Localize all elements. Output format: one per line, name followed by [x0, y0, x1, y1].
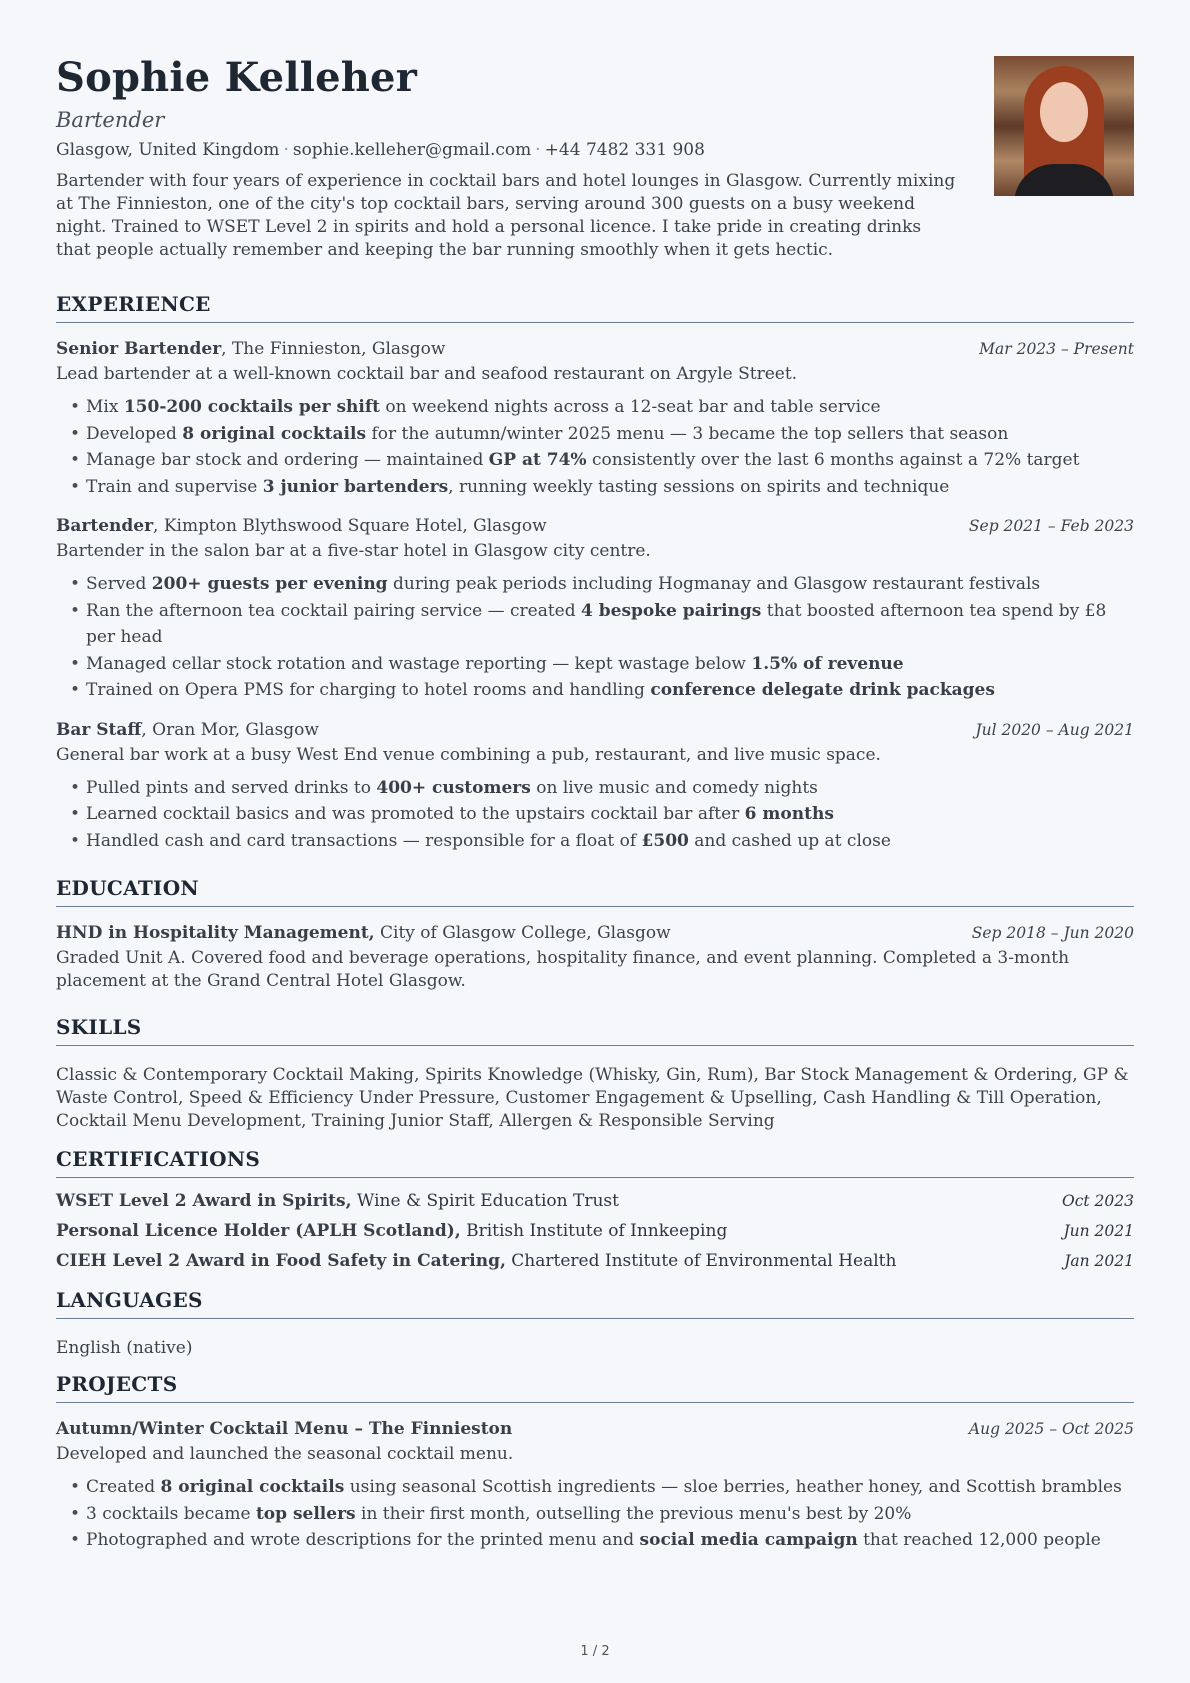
- job-bullets: [56, 394, 1134, 500]
- bullet-item: [86, 1501, 1134, 1528]
- job-date: Sep 2021 – Feb 2023: [968, 517, 1134, 535]
- cert-name: WSET Level 2 Award in Spirits,: [56, 1191, 352, 1211]
- certifications-section: [56, 1147, 1134, 1276]
- bullet-highlight: 8 original cocktails: [160, 1477, 345, 1497]
- bullet-text: on live music and comedy nights: [530, 777, 818, 798]
- section-heading-experience: EXPERIENCE: [56, 292, 1134, 323]
- page-number: 1 / 2: [580, 1644, 610, 1659]
- bullet-highlight: social media campaign: [639, 1530, 858, 1550]
- bullet-highlight: 1.5% of revenue: [751, 653, 904, 674]
- bullet-item: [86, 651, 1134, 678]
- bullet-highlight: 400+ customers: [376, 777, 531, 798]
- skills-list: Classic & Contemporary Cocktail Making, Spirits Knowledge (Whisky, Gin, Rum), Bar Stock Management & Ordering, GP & Waste Control, Speed & Efficiency Under Pressure, Customer Engagement & Upselling, Cash Handling & Till Operation, Cocktail Menu Development, Training Junior Staff, Allergen & Responsible Serving: [56, 1065, 1129, 1131]
- bullet-highlight: 3 junior bartenders: [262, 476, 449, 497]
- bullet-text: 3 cocktails became: [86, 1503, 256, 1524]
- skills-section: [56, 1015, 1134, 1133]
- job-employer: , Kimpton Blythswood Square Hotel, Glasgow: [153, 516, 547, 536]
- bullet-text: , running weekly tasting sessions on spirits and technique: [448, 476, 950, 497]
- candidate-name: Sophie Kelleher: [56, 54, 417, 101]
- job-date: Mar 2023 – Present: [979, 340, 1134, 358]
- education-desc: Graded Unit A. Covered food and beverage operations, hospitality finance, and event planning. Completed a 3-month placement at the Grand Central Hotel Glasgow.: [56, 948, 1070, 991]
- cert-name: CIEH Level 2 Award in Food Safety in Catering,: [56, 1251, 506, 1271]
- bullet-highlight: GP at 74%: [488, 450, 587, 470]
- section-heading-certifications: CERTIFICATIONS: [56, 1147, 1134, 1178]
- cert-issuer: Chartered Institute of Environmental Health: [505, 1251, 897, 1271]
- project-bullets: [56, 1474, 1134, 1554]
- section-heading-skills: SKILLS: [56, 1015, 1134, 1046]
- bullet-item: [86, 828, 1134, 855]
- contact-line: Glasgow, United Kingdom · sophie.kelleher@gmail.com · +44 7482 331 908: [56, 140, 705, 160]
- bullet-text: and cashed up at close: [688, 830, 891, 851]
- bullet-text: Managed cellar stock rotation and wastage reporting — kept wastage below: [86, 653, 752, 674]
- education-section: [56, 876, 1134, 993]
- section-heading-languages: LANGUAGES: [56, 1288, 1134, 1319]
- bullet-text: Handled cash and card transactions — responsible for a float of: [86, 830, 642, 851]
- degree: HND in Hospitality Management,: [56, 923, 375, 943]
- bullet-text: that boosted afternoon tea spend by £8 per head: [86, 600, 1107, 647]
- resume-page: [56, 52, 1134, 1554]
- job-employer: , The Finnieston, Glasgow: [221, 339, 446, 359]
- cert-date: Jun 2021: [1063, 1222, 1134, 1240]
- certification-item: [56, 1216, 1134, 1246]
- bullet-text: consistently over the last 6 months against a 72% target: [586, 450, 1080, 470]
- job-date: Jul 2020 – Aug 2021: [975, 720, 1134, 739]
- section-heading-education: EDUCATION: [56, 876, 1134, 907]
- bullet-item: [86, 677, 1134, 704]
- bullet-item: [86, 1474, 1134, 1501]
- bullet-text: Mix: [86, 397, 124, 417]
- summary: Bartender with four years of experience in cocktail bars and hotel lounges in Glasgow. Currently mixing at The Finnieston, one of the city's top cocktail bars, serving around 300 guests on a busy weekend night. Trained to WSET Level 2 in spirits and hold a personal licence. I take pride in creating drinks that people actually remember and keeping the bar running smoothly when it gets hectic.: [56, 171, 956, 260]
- job-bullets: [56, 775, 1134, 855]
- bullet-highlight: 4 bespoke pairings: [581, 600, 762, 621]
- bullet-highlight: top sellers: [255, 1503, 356, 1524]
- project-date: Aug 2025 – Oct 2025: [968, 1420, 1134, 1438]
- languages-list: English (native): [56, 1338, 193, 1358]
- experience-section: [56, 292, 1134, 854]
- bullet-item: [86, 775, 1134, 802]
- languages-section: [56, 1288, 1134, 1360]
- bullet-text: Pulled pints and served drinks to: [86, 777, 377, 798]
- bullet-text: Served: [86, 574, 152, 594]
- job-title: Bartender: [56, 108, 165, 132]
- bullet-item: [86, 801, 1134, 828]
- bullet-item: [86, 571, 1134, 598]
- cert-date: Jan 2021: [1064, 1252, 1134, 1270]
- cert-name: Personal Licence Holder (APLH Scotland),: [56, 1221, 461, 1241]
- bullet-text: Ran the afternoon tea cocktail pairing service — created: [86, 600, 582, 621]
- section-heading-projects: PROJECTS: [56, 1372, 1134, 1403]
- bullet-highlight: 8 original cocktails: [182, 423, 367, 444]
- bullet-highlight: £500: [641, 830, 689, 851]
- bullet-item: [86, 474, 1134, 501]
- education-entry: [56, 921, 1134, 993]
- experience-entry: [56, 514, 1134, 704]
- bullet-item: [86, 421, 1134, 448]
- cert-date: Oct 2023: [1062, 1192, 1134, 1210]
- bullet-item: [86, 394, 1134, 421]
- job-role: Bartender: [56, 516, 154, 536]
- location: Glasgow, United Kingdom: [56, 140, 280, 160]
- job-desc: Lead bartender at a well-known cocktail bar and seafood restaurant on Argyle Street.: [56, 364, 798, 384]
- bullet-item: [86, 1527, 1134, 1554]
- bullet-text: Trained on Opera PMS for charging to hotel rooms and handling: [86, 680, 651, 700]
- job-employer: , Oran Mor, Glasgow: [141, 719, 319, 740]
- certification-item: [56, 1186, 1134, 1216]
- bullet-highlight: conference delegate drink packages: [650, 680, 995, 700]
- school: City of Glasgow College, Glasgow: [374, 923, 671, 943]
- bullet-text: Learned cocktail basics and was promoted to the upstairs cocktail bar after: [86, 804, 745, 824]
- certification-item: [56, 1246, 1134, 1276]
- job-bullets: [56, 571, 1134, 704]
- project-name: Autumn/Winter Cocktail Menu – The Finnieston: [56, 1419, 513, 1439]
- experience-entry: [56, 337, 1134, 500]
- bullet-text: Train and supervise: [86, 476, 263, 497]
- education-date: Sep 2018 – Jun 2020: [971, 924, 1134, 942]
- bullet-highlight: 200+ guests per evening: [151, 574, 388, 594]
- bullet-text: in their first month, outselling the previous menu's best by 20%: [355, 1503, 912, 1524]
- projects-section: [56, 1372, 1134, 1554]
- bullet-text: Manage bar stock and ordering — maintained: [86, 450, 489, 470]
- email-link[interactable]: sophie.kelleher@gmail.com: [292, 140, 532, 160]
- project-entry: [56, 1417, 1134, 1554]
- bullet-highlight: 6 months: [744, 804, 834, 824]
- job-desc: General bar work at a busy West End venue combining a pub, restaurant, and live music space.: [56, 744, 881, 765]
- bullet-text: Created: [86, 1477, 161, 1497]
- job-role: Bar Staff: [56, 719, 142, 740]
- bullet-item: [86, 447, 1134, 474]
- profile-photo: [994, 56, 1134, 196]
- bullet-text: on weekend nights across a 12-seat bar and table service: [380, 397, 881, 417]
- bullet-item: [86, 598, 1134, 651]
- phone: +44 7482 331 908: [544, 140, 705, 160]
- bullet-text: Photographed and wrote descriptions for the printed menu and: [86, 1530, 640, 1550]
- bullet-text: that reached 12,000 people: [857, 1530, 1101, 1550]
- bullet-highlight: 150-200 cocktails per shift: [123, 397, 381, 417]
- job-desc: Bartender in the salon bar at a five-star hotel in Glasgow city centre.: [56, 541, 651, 561]
- bullet-text: using seasonal Scottish ingredients — sloe berries, heather honey, and Scottish brambles: [344, 1477, 1122, 1497]
- bullet-text: for the autumn/winter 2025 menu — 3 became the top sellers that season: [366, 423, 1009, 444]
- job-role: Senior Bartender: [56, 339, 222, 359]
- cert-issuer: British Institute of Innkeeping: [460, 1221, 728, 1241]
- experience-entry: [56, 718, 1134, 855]
- cert-issuer: Wine & Spirit Education Trust: [351, 1191, 619, 1211]
- project-desc: Developed and launched the seasonal cocktail menu.: [56, 1444, 514, 1464]
- bullet-text: during peak periods including Hogmanay and Glasgow restaurant festivals: [387, 574, 1041, 594]
- bullet-text: Developed: [86, 423, 183, 444]
